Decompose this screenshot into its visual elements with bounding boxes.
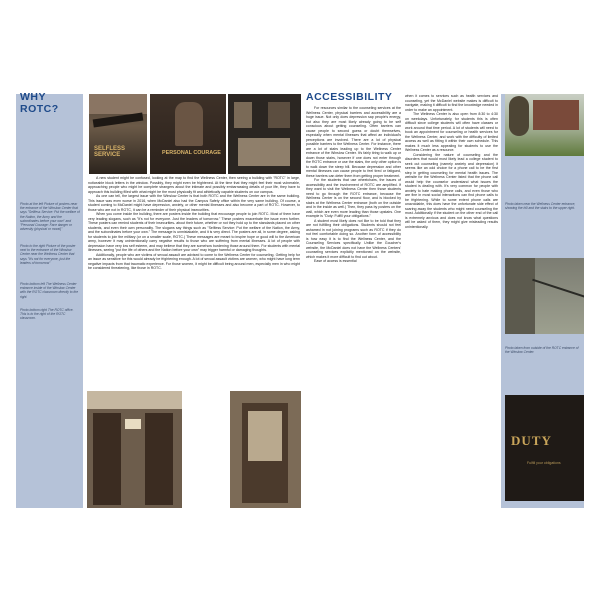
rotc-entrance-photo bbox=[505, 258, 584, 334]
why-rotc-title: WHY ROTC? bbox=[20, 91, 59, 115]
paragraph: When you come inside the building, there are posters inside the building that encourage people to join ROTC. Most of them have very leading slogans, such as "It's not for everyone. Just the leaders of tomorrow." These posters exacerbate the issue even further. These posters can remind students of their insecurities- about their future, whether or not they hold up to the standards placed on other students, and even their own personality. The slogans say things such as "Selfless Service: Put the welfare of the Nation, the Army, and the subordinates before your own." The message is unmistakable, and it is very direct. The posters are all, in some degree, asking for students to join the military (or on a smaller scale, ROTC.) These messages are meant to inspire hope or good will to the American army, however it may unintentionally carry negative results to those who are suffering from mental illnesses. A lot of people with depression have very low self esteem, and may believe that they are somehow burdening those around them. For students with mental illnesses, seeing "put the life of others and the Nation before your own" may trigger harmful or damaging thoughts. bbox=[88, 212, 300, 252]
paragraph: For resources similar to the counseling services at the Wellness Center, physical barriers and accessibility are a huge issue. Not only does depression sap people's energy, but also they are most likely already going to be self conscious about getting counseling. Often barriers can cause people to second guess or doubt themselves, especially when mental illnesses that affect an individual's perceptions are involved. There are a lot of physical possible barriers to the Wellness Center. For instance, there are a lot of stairs leading up to the Wellness Center entrance of the Winslow Center. It's fairly tiring to walk up or down those stairs, however if one does not enter through the ROTC entrance or use the stairs, the only other option is to walk down the steep hill. Because depression and other mental illnesses can cause people to feel tired or fatigued, these barriers can deter them from getting proper treatment. bbox=[306, 106, 401, 178]
wellness-entrance-photo bbox=[87, 391, 182, 508]
accessibility-body-1 bbox=[306, 106, 401, 264]
selfless-service-text: SELFLESS SERVICE bbox=[94, 146, 126, 158]
paragraph: As one can tell, the largest issue with the Winslow Center is that both ROTC and the Wellness Center are in the same building. This issue was even worse in 2016, when McDaniel also had the Campus Safety office within the very same building. Of course, a student coming to McDaniel might have depression, anxiety, or other mental illnesses and also become a part of ROTC. However, to those who are not in ROTC, it can be a reminder of their physical insecurities. bbox=[88, 194, 300, 212]
paragraph: For the students that use wheelchairs, the issues of accessibility and the involvement of ROTC are amplified. If they want to visit the Wellness Center then those students need to go through the ROTC entrance, because the Wellness Center is on the second floor, and is blocked by stairs at the Wellness Center entrance (both on the outside and in the inside as well.) Then, they pass by posters on the wall, which are even more leading than those upstairs. One example is "Duty: Fulfill your obligations." bbox=[306, 178, 401, 218]
paragraph: Considering the nature of counseling and the disorders that would most likely lead a college student to seek out counseling (namely anxiety and depression) it seems like an odd choice for a phone call to be the first step in getting counseling for mental health issues. The website for the Wellness Center listed that the phone call would help the counselor understand what issues the student is dealing with. It's very common for people with anxiety to hate making phone calls, and even those who are fine in most social interactions can find phone calls to be frightening. While to some extent phone calls are unavoidable, this does have the unfortunate side effect of scaring away the students who might need counseling the most. Additionally if the student on the other end of the call is extremely anxious and does not know what questions will be asked of them, they might give misleading results unintentionally. bbox=[405, 152, 498, 229]
caption-left-1: Photo at the left Picture of posters near the entrance of the Winslow Center that says "Selfless Service: Put the welfare of the Nation, the Army and the subordinates before your own" and "Personal Courage: Face danger or adversity (physical or moral)" bbox=[20, 202, 80, 232]
why-rotc-body bbox=[88, 176, 300, 271]
duty-poster-photo bbox=[505, 395, 584, 501]
paragraph: A student most likely does not like to be told that they are not fulfilling their obligations. Students should not feel ashamed in not joining programs such as ROTC if they do not feel comfortable doing so. Another form of accessibility is how easy it is to find the Wellness Center, and the Counseling Services specifically. Unlike the Goucher's website, the McDaniel does not have the Wellness Centers' counseling services explicitly mentioned on the website, which makes it more difficult to find out about. bbox=[306, 218, 401, 259]
wellness-hill-photo bbox=[505, 94, 584, 156]
rotc-poster-photo bbox=[228, 94, 301, 174]
caption-right-1: Photo taken near the Wellness Center entrance, showing the hill and the stairs to the upper right. bbox=[505, 202, 576, 211]
caption-left-2: Photo to the right Picture of the poster next to the entrance of the Winslow Center near the Wellness Center that says "It's not for everyone, just the leaders of tomorrow" bbox=[20, 244, 76, 265]
caption-left-4: Photo bottom right The ROTC office. This is to the right of the ROTC classroom. bbox=[20, 308, 74, 321]
duty-subtext: Fulfill your obligations bbox=[527, 461, 561, 465]
personal-courage-poster-photo bbox=[150, 94, 226, 174]
paragraph: Ease of access is essential bbox=[314, 259, 357, 263]
duty-text: DUTY bbox=[511, 433, 552, 448]
accessibility-body-2 bbox=[405, 94, 498, 229]
personal-courage-text: PERSONAL COURAGE bbox=[162, 150, 221, 156]
caption-left-3: Photo bottom left The Wellness Center entrance inside of the Winslow Center with the ROTC classroom directly to the right. bbox=[20, 282, 79, 299]
paragraph: The Wellness Center is also open from 8:30 to 4:30 on weekdays. Unfortunately, for students this is often difficult since college students will often have classes or work around that time period. A lot of students will need to book an appointment for counseling or health services for the Wellness Center, and work with the difficulty of limited access as well as fitting it within their own schedule. This makes it much less appealing for students to use the Wellness Center as a resource. bbox=[405, 112, 498, 152]
paragraph: A new student might be confused, looking at the map to find the Wellness Center, then seeing a building with "ROTC" in large, noticeable block letters in the window. Possibly, they might even be frightened. At the time that they might feel their most vulnerable, approaching people who might be complete strangers about the intimate and possibly embarrassing details of your life, they have to approach this building filled with what might be the most physically fit and athletically capable students on our campus. bbox=[88, 176, 300, 194]
accessibility-title: ACCESSIBILITY bbox=[306, 91, 393, 103]
rotc-office-photo bbox=[230, 391, 301, 508]
caption-right-2: Photo taken from outside of the ROTC entrance of the Winslow Center. bbox=[505, 346, 579, 355]
paragraph: when it comes to services such as health services and counseling, yet the McDaniel website makes is difficult to navigate, making it difficult to find the knowledge needed in order to make an appointment. bbox=[405, 94, 498, 112]
paragraph: Additionally, people who are victims of sexual assault are advised to come to the Wellness Center for counseling. Getting help for an issue as sensitive for this would already be frightening enough. A lot of sexual assault victims are women, who might have long term negative impacts from that traumatic experience. For those women, it might be difficult being around men, especially men in who might be considered threatening, like those in ROTC. bbox=[88, 252, 300, 270]
article-spread bbox=[16, 91, 584, 508]
selfless-service-poster-photo bbox=[89, 94, 147, 174]
left-sidebar bbox=[16, 91, 83, 508]
